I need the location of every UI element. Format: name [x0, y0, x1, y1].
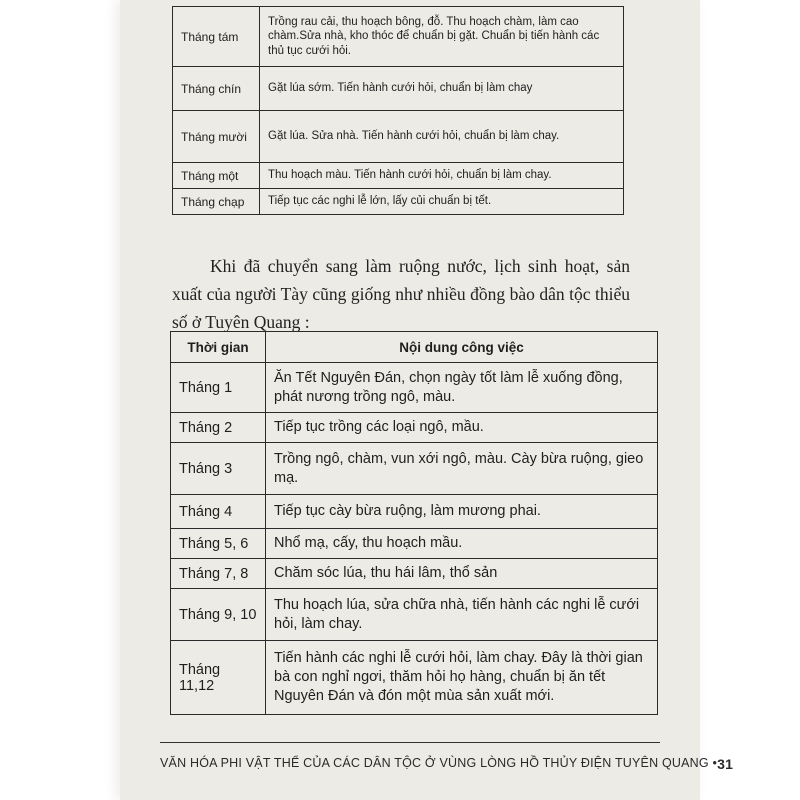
content-cell: Trồng ngô, chàm, vun xới ngô, màu. Cày bừa ruộng, gieo mạ.	[266, 443, 658, 495]
content-cell: Trồng rau cải, thu hoạch bông, đỗ. Thu hoạch chàm, làm cao chàm.Sửa nhà, kho thóc để chuẩn bị gặt. Chuẩn bị tiến hành các thủ tục cưới hỏi.	[260, 7, 624, 67]
table-row	[171, 363, 658, 413]
content-cell: Tiếp tục trồng các loại ngô, mầu.	[266, 413, 658, 443]
content-cell: Tiếp tục cày bừa ruộng, làm mương phai.	[266, 495, 658, 529]
month-cell: Tháng mười	[173, 111, 260, 163]
month-cell: Tháng 2	[171, 413, 266, 443]
table-row	[171, 495, 658, 529]
content-cell: Ăn Tết Nguyên Đán, chọn ngày tốt làm lễ xuống đồng, phát nương trồng ngô, màu.	[266, 363, 658, 413]
page-number: 31	[717, 756, 734, 772]
footer-rule	[160, 742, 660, 743]
body-paragraph: Khi đã chuyển sang làm ruộng nước, lịch sinh hoạt, sản xuất của người Tày cũng giống như nhiều đồng bào dân tộc thiểu số ở Tuyên Quang :	[172, 255, 630, 332]
month-cell: Tháng 4	[171, 495, 266, 529]
month-cell: Tháng 1	[171, 363, 266, 413]
table-row	[171, 443, 658, 495]
table-row	[173, 67, 624, 111]
content-cell: Thu hoạch màu. Tiến hành cưới hỏi, chuẩn bị làm chay.	[260, 163, 624, 189]
month-cell: Tháng chạp	[173, 189, 260, 215]
month-cell: Tháng 9, 10	[171, 589, 266, 641]
header-time: Thời gian	[171, 332, 266, 363]
month-cell: Tháng một	[173, 163, 260, 189]
month-cell: Tháng chín	[173, 67, 260, 111]
content-cell: Chăm sóc lúa, thu hái lâm, thổ sản	[266, 559, 658, 589]
table-row	[171, 589, 658, 641]
content-cell: Tiến hành các nghi lễ cưới hỏi, làm chay. Đây là thời gian bà con nghỉ ngơi, thăm hỏi họ hàng, chuẩn bị ăn tết Nguyên Đán và đón một mùa sản xuất mới.	[266, 641, 658, 715]
tay-production-calendar-table	[170, 331, 658, 715]
content-cell: Gặt lúa. Sửa nhà. Tiến hành cưới hỏi, chuẩn bị làm chay.	[260, 111, 624, 163]
running-footer	[160, 756, 734, 772]
footer-title: VĂN HÓA PHI VẬT THỂ CỦA CÁC DÂN TỘC Ở VÙNG LÒNG HỒ THỦY ĐIỆN TUYÊN QUANG •	[160, 756, 718, 770]
header-content: Nội dung công việc	[266, 332, 658, 363]
month-cell: Tháng 11,12	[171, 641, 266, 715]
month-cell: Tháng tám	[173, 7, 260, 67]
content-cell: Thu hoạch lúa, sửa chữa nhà, tiến hành các nghi lễ cưới hỏi, làm chay.	[266, 589, 658, 641]
month-cell: Tháng 3	[171, 443, 266, 495]
table-row	[171, 559, 658, 589]
table-row	[173, 163, 624, 189]
content-cell: Tiếp tục các nghi lễ lớn, lấy củi chuẩn bị tết.	[260, 189, 624, 215]
table-row	[171, 413, 658, 443]
month-cell: Tháng 7, 8	[171, 559, 266, 589]
table-row	[171, 529, 658, 559]
content-cell: Nhổ mạ, cấy, thu hoạch mầu.	[266, 529, 658, 559]
month-cell: Tháng 5, 6	[171, 529, 266, 559]
table-row	[173, 111, 624, 163]
table-row	[173, 7, 624, 67]
content-cell: Gặt lúa sớm. Tiến hành cưới hỏi, chuẩn bị làm chay	[260, 67, 624, 111]
table-row	[173, 189, 624, 215]
table-header-row	[171, 332, 658, 363]
table-row	[171, 641, 658, 715]
agricultural-calendar-table-continued	[172, 6, 624, 215]
